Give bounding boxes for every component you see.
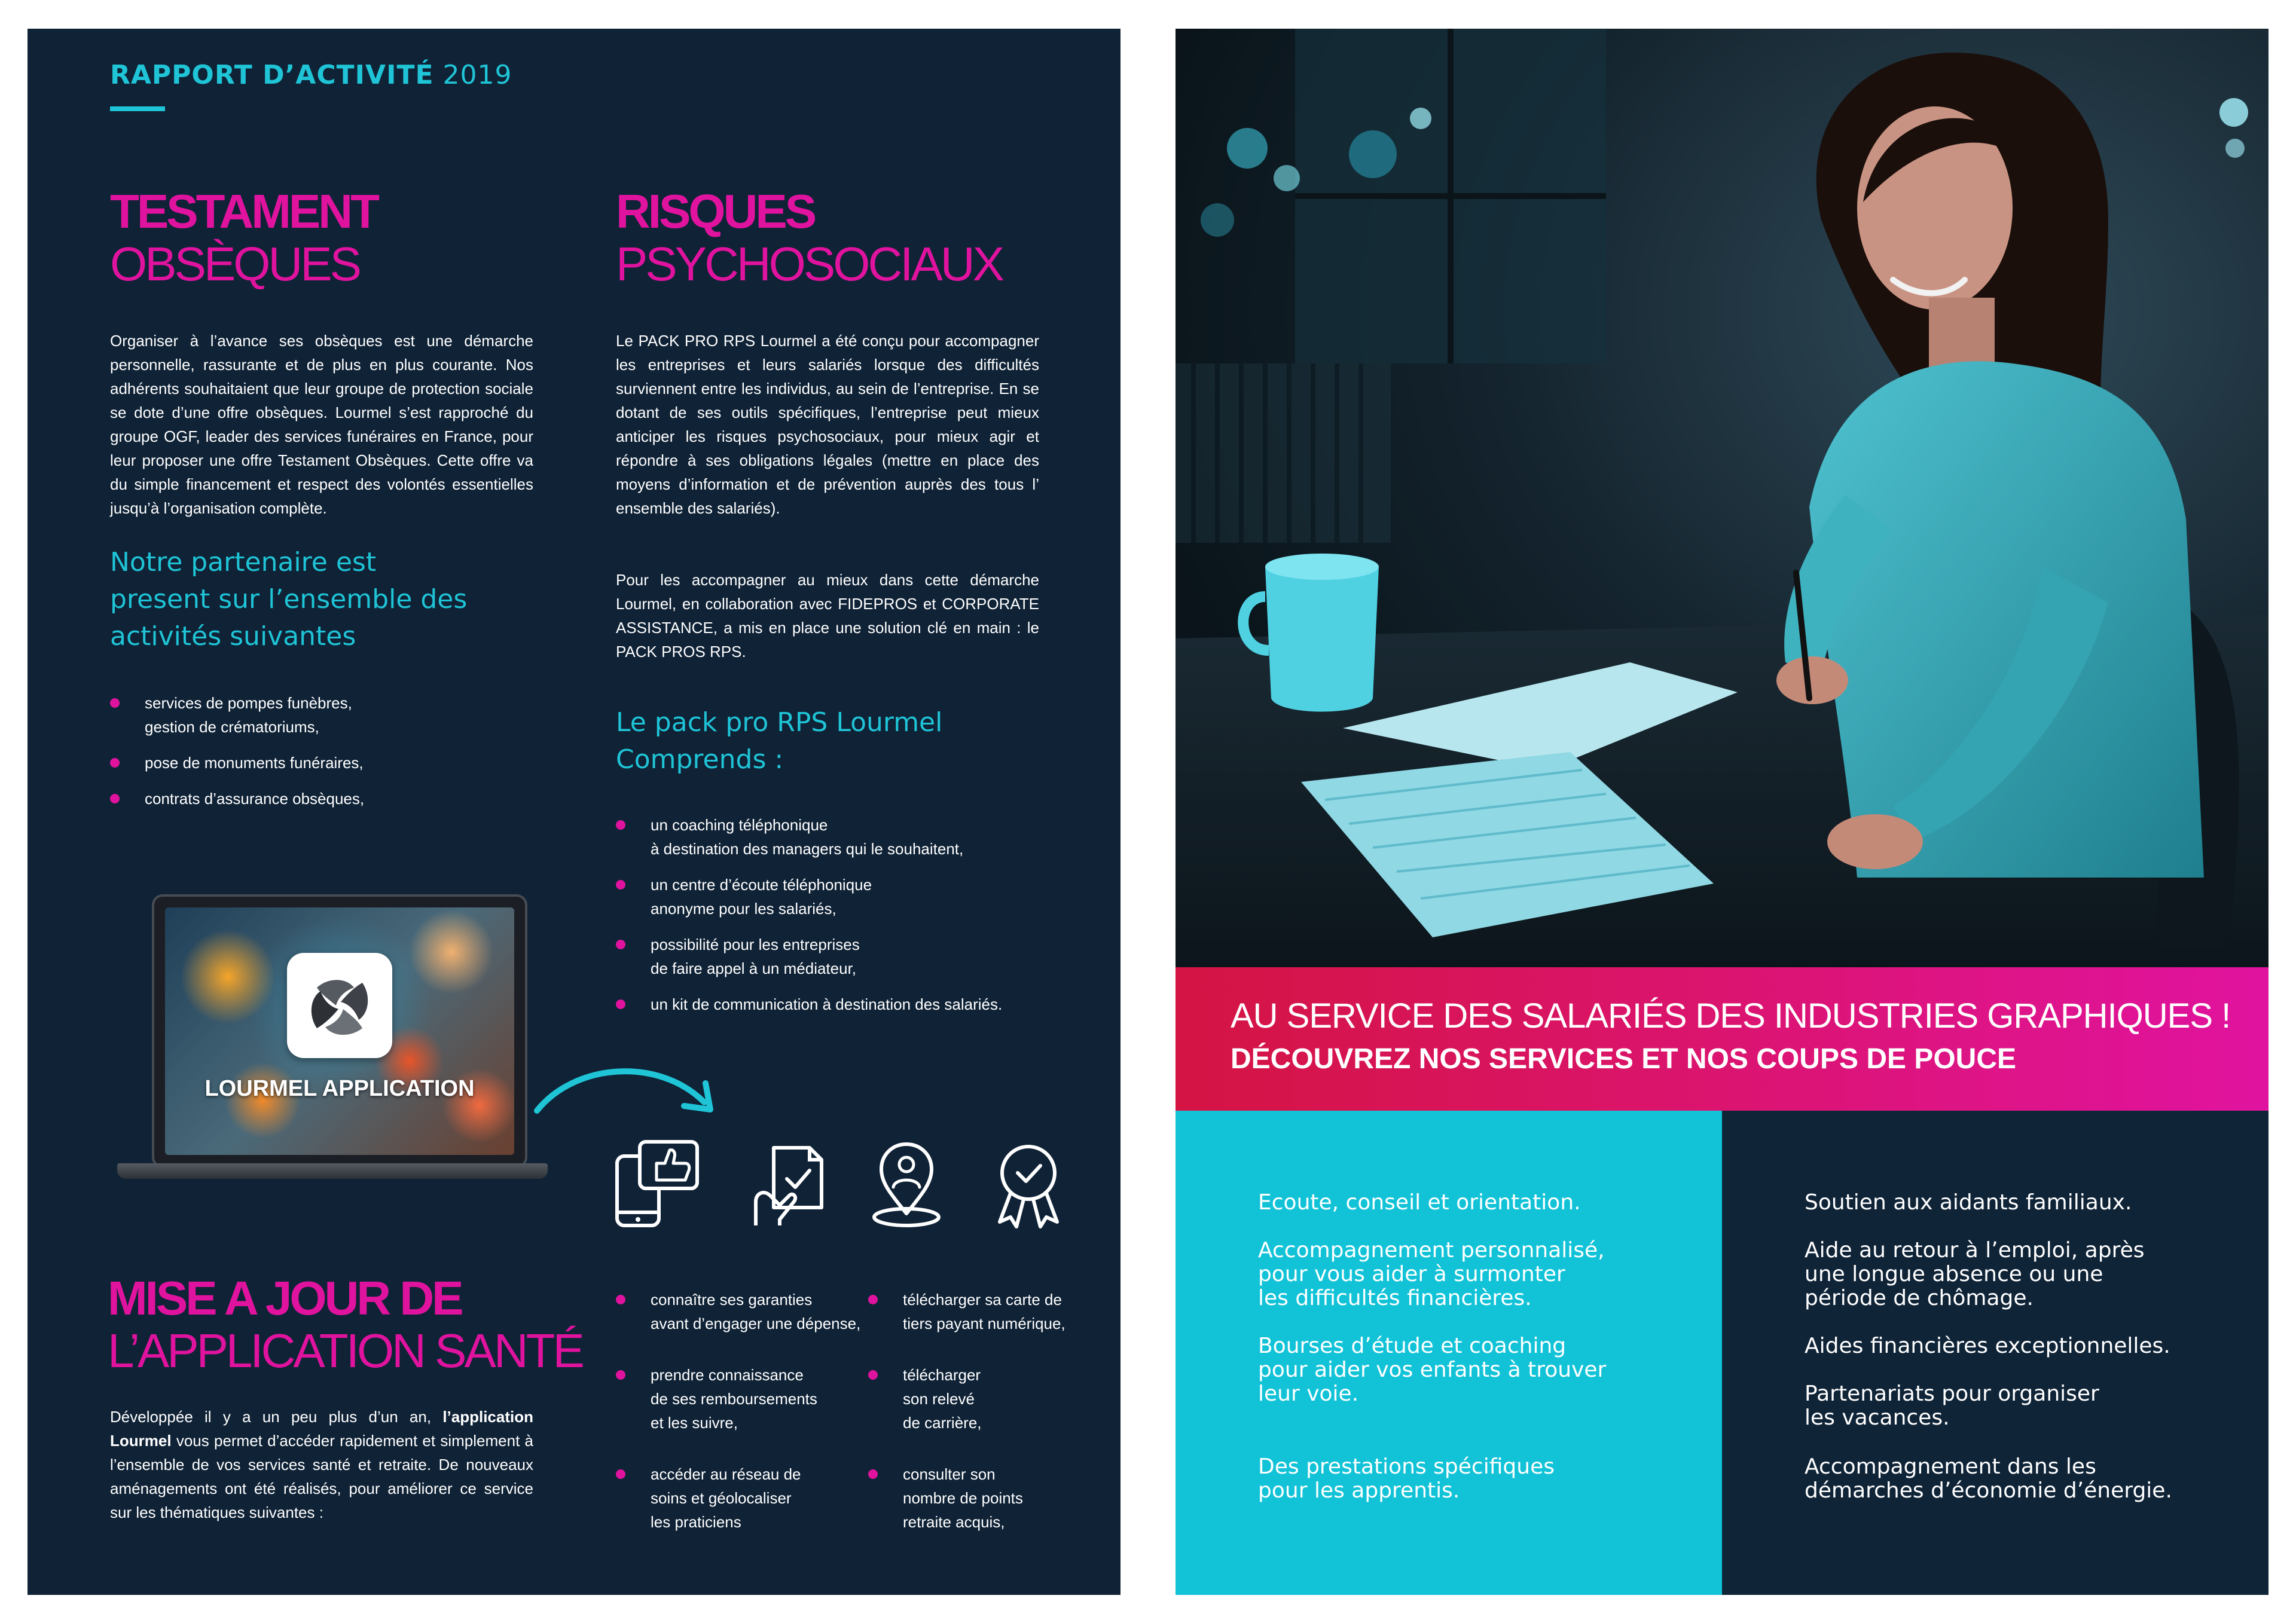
risques-body-2: Pour les accompagner au mieux dans cette démarche Lourmel, en collaboration avec FIDEPROS et CORPORATE ASSISTANCE, a mis en place une solution clé en main : le PACK PROS RPS. — [616, 571, 1039, 661]
service-item: Aide au retour à l’emploi, après une longue absence ou une période de chômage. — [1805, 1238, 2145, 1310]
curved-arrow-icon — [527, 1039, 743, 1147]
header-underline — [110, 106, 165, 111]
award-ribbon-check-icon — [981, 1136, 1076, 1231]
mise-a-jour-title: MISE A JOUR DE L’APPLICATION SANTÉ — [108, 1271, 582, 1377]
service-item: Ecoute, conseil et orientation. — [1258, 1190, 1581, 1215]
list-item: pose de monuments funéraires, — [110, 751, 529, 775]
banner-headline: AU SERVICE DES SALARIÉS DES INDUSTRIES GRAPHIQUES ! — [1231, 997, 2231, 1035]
service-item: Aides financières exceptionnelles. — [1805, 1334, 2170, 1358]
risques-subtitle: Le pack pro RPS Lourmel Comprends : — [616, 707, 943, 775]
testament-body: Organiser à l’avance ses obsèques est une démarche personnelle, rassurante et de plus en plus courante. Nos adhérents souhaitaient que leur groupe de protection sociale se dote d’une offre obsèques. Lourmel s’est rapproché du groupe OGF, leader des services funéraires en France, pour leur proposer une offre Testament Obsèques. Cette offre va du simple financement et respect des volontés essentielles jusqu’à l’organisation complète. — [110, 332, 533, 517]
phone-thumbs-up-icon — [609, 1136, 704, 1231]
service-item: Accompagnement dans les démarches d’économie d’énergie. — [1805, 1454, 2172, 1503]
location-pin-person-icon — [859, 1136, 954, 1231]
list-item: prendre connaissance de ses remboursements et les suivre, — [616, 1363, 867, 1435]
service-item: Accompagnement personnalisé, pour vous aider à surmonter les difficultés financières. — [1258, 1238, 1605, 1310]
testament-list — [110, 691, 529, 823]
service-item: Soutien aux aidants familiaux. — [1805, 1190, 2132, 1215]
list-item: contrats d’assurance obsèques, — [110, 787, 529, 811]
list-item: télécharger son relevé de carrière, — [868, 1363, 1107, 1435]
keyboard-base — [117, 1163, 548, 1179]
testament-title: TESTAMENT OBSÈQUES — [110, 185, 377, 291]
app-label: LOURMEL APPLICATION — [204, 1076, 475, 1101]
service-item: Partenariats pour organiser les vacances. — [1805, 1381, 2099, 1430]
mise-a-jour-body: Développée il y a un peu plus d’un an, l’application Lourmel vous permet d’accéder rapidement et simplement à l’ensemble de vos services santé et retraite. De nouveaux aménagements ont été réalisés, pour améliorer ce service sur les thématiques suivantes : — [110, 1408, 533, 1521]
list-item: un coaching téléphonique à destination des managers qui le souhaitent, — [616, 813, 1070, 861]
app-features-col2 — [868, 1288, 1107, 1546]
list-item: services de pompes funèbres, gestion de crématoriums, — [110, 691, 529, 739]
services-banner — [1176, 967, 2268, 1111]
lourmel-logo-icon — [287, 953, 392, 1058]
list-item: possibilité pour les entreprises de faire appel à un médiateur, — [616, 933, 1070, 980]
tablet-mockup — [152, 894, 527, 1168]
hand-document-check-icon — [738, 1136, 833, 1231]
risques-list — [616, 813, 1070, 1028]
list-item: accéder au réseau de soins et géolocaliser les praticiens — [616, 1462, 867, 1534]
service-item: Bourses d’étude et coaching pour aider vos enfants à trouver leur voie. — [1258, 1334, 1607, 1406]
risques-body-1: Le PACK PRO RPS Lourmel a été conçu pour accompagner les entreprises et leurs salariés lorsque des difficultés surviennent entre les individus, au sein de l’entreprise. En se dotant de ses outils spécifiques, l’entreprise peut mieux anticiper les risques psychosociaux, pour mieux agir et répondre à ses obligations légales (mettre en place des moyens d’information et de prévention auprès des tous l’ ensemble des salariés). — [616, 332, 1039, 517]
list-item: télécharger sa carte de tiers payant numérique, — [868, 1288, 1107, 1335]
service-item: Des prestations spécifiques pour les apprentis. — [1258, 1454, 1555, 1503]
list-item: un kit de communication à destination des salariés. — [616, 992, 1070, 1016]
report-header: RAPPORT D’ACTIVITÉ 2019 — [110, 60, 512, 90]
list-item: connaître ses garanties avant d’engager une dépense, — [616, 1288, 867, 1335]
app-features-col1 — [616, 1288, 867, 1546]
left-page — [28, 29, 1120, 1595]
testament-subtitle: Notre partenaire est present sur l’ensemble des activités suivantes — [110, 547, 468, 652]
right-page — [1176, 29, 2268, 1595]
office-photo — [1176, 29, 2268, 967]
list-item: un centre d’écoute téléphonique anonyme pour les salariés, — [616, 873, 1070, 921]
list-item: consulter son nombre de points retraite acquis, — [868, 1462, 1107, 1534]
banner-subheadline: DÉCOUVREZ NOS SERVICES ET NOS COUPS DE POUCE — [1231, 1043, 2017, 1075]
risques-title: RISQUES PSYCHOSOCIAUX — [616, 185, 1002, 291]
tablet-screen — [165, 907, 514, 1155]
